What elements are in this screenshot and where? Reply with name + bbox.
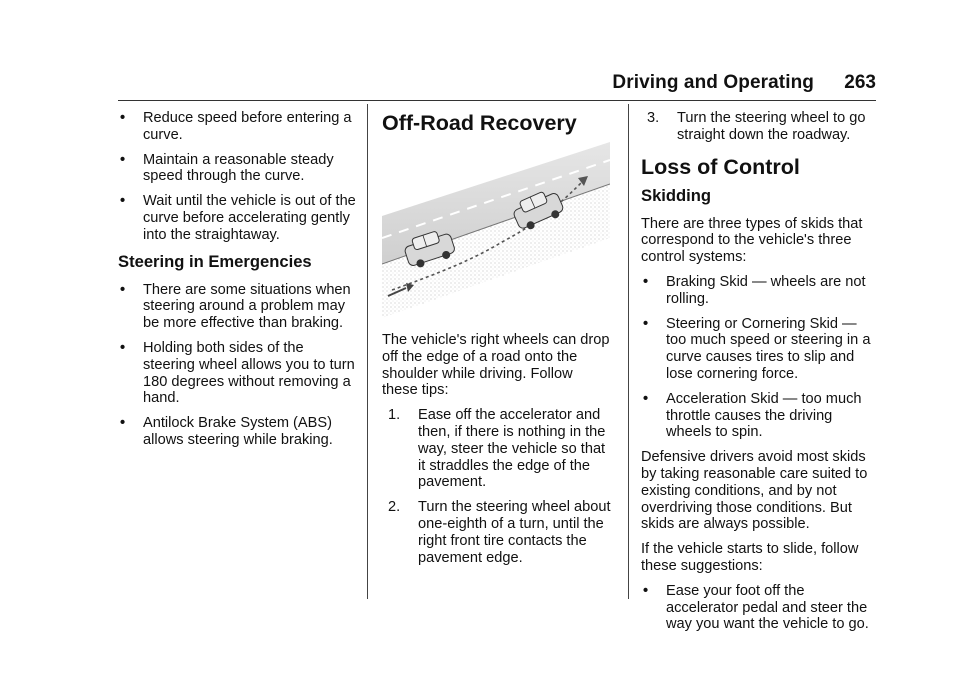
- list-item: [641, 316, 873, 383]
- bullet-icon: •: [120, 151, 126, 168]
- bullet-icon: •: [643, 582, 649, 599]
- column-divider: [628, 104, 629, 599]
- steering-emergencies-heading: Steering in Emergencies: [118, 251, 312, 271]
- bullet-icon: •: [120, 193, 126, 210]
- list-item-text: Wait until the vehicle is out of the curve before accelerating gently into the straightaway.: [143, 193, 356, 243]
- column-left: [118, 110, 356, 457]
- list-item-text: Reduce speed before entering a curve.: [143, 110, 352, 143]
- bullet-icon: •: [643, 315, 649, 332]
- list-item: [118, 415, 356, 449]
- bullet-icon: •: [120, 110, 126, 126]
- list-item-text: There are some situations when steering around a problem may be more effective than braking.: [143, 281, 351, 332]
- list-item-text: Holding both sides of the steering wheel allows you to turn 180 degrees without removing a hand.: [143, 339, 355, 407]
- bullet-icon: •: [643, 273, 649, 290]
- page-number: 263: [844, 72, 876, 93]
- list-item: [118, 193, 356, 243]
- list-item: [641, 274, 873, 308]
- list-item-text: Acceleration Skid — too much throttle causes the driving wheels to spin.: [666, 390, 862, 441]
- step-number: 3.: [647, 110, 660, 126]
- bullet-icon: •: [120, 281, 126, 298]
- list-item-text: Maintain a reasonable steady speed through the curve.: [143, 151, 334, 185]
- bullet-icon: •: [120, 339, 126, 356]
- skidding-heading: Skidding: [641, 185, 712, 205]
- list-item: [641, 391, 873, 441]
- column-divider: [367, 104, 368, 599]
- list-item: [118, 282, 356, 332]
- off-road-recovery-illustration: [382, 142, 610, 318]
- column-middle: [382, 110, 612, 574]
- skidding-intro: There are three types of skids that correspond to the vehicle's three control systems:: [641, 215, 863, 266]
- bullet-icon: •: [643, 390, 649, 407]
- step-text: Turn the steering wheel to go straight down the roadway.: [677, 110, 866, 143]
- step-number: 1.: [388, 407, 401, 424]
- numbered-step: [388, 499, 612, 566]
- list-item-text: Antilock Brake System (ABS) allows steering while braking.: [143, 415, 333, 448]
- off-road-intro: The vehicle's right wheels can drop off the edge of a road onto the shoulder while driving. Follow these tips:: [382, 332, 610, 399]
- list-item: [118, 340, 356, 407]
- list-item-text: Ease your foot off the accelerator pedal and steer the way you want the vehicle to go.: [666, 582, 869, 633]
- slide-paragraph: If the vehicle starts to slide, follow these suggestions:: [641, 541, 859, 574]
- off-road-recovery-heading: Off-Road Recovery: [382, 111, 577, 135]
- step-text: Ease off the accelerator and then, if there is nothing in the way, steer the vehicle so that it straddles the edge of the pavement.: [418, 407, 606, 491]
- column-right: [641, 110, 873, 641]
- page-header: [118, 70, 876, 101]
- bullet-icon: •: [120, 415, 126, 432]
- list-item-text: Braking Skid — wheels are not rolling.: [666, 273, 866, 307]
- list-item: [118, 110, 356, 144]
- defensive-drivers-paragraph: Defensive drivers avoid most skids by taking reasonable care suited to existing conditions, and by not overdriving those conditions. But skids are always possible.: [641, 449, 868, 533]
- section-title: Driving and Operating: [612, 72, 814, 93]
- step-text: Turn the steering wheel about one-eighth of a turn, until the right front tire contacts the pavement edge.: [418, 499, 611, 566]
- step-number: 2.: [388, 499, 401, 516]
- list-item-text: Steering or Cornering Skid — too much speed or steering in a curve causes tires to slip and lose cornering force.: [666, 315, 871, 382]
- numbered-step: [388, 407, 612, 491]
- loss-of-control-heading: Loss of Control: [641, 154, 800, 179]
- numbered-step: [647, 110, 873, 144]
- list-item: [641, 583, 873, 633]
- list-item: [118, 152, 356, 186]
